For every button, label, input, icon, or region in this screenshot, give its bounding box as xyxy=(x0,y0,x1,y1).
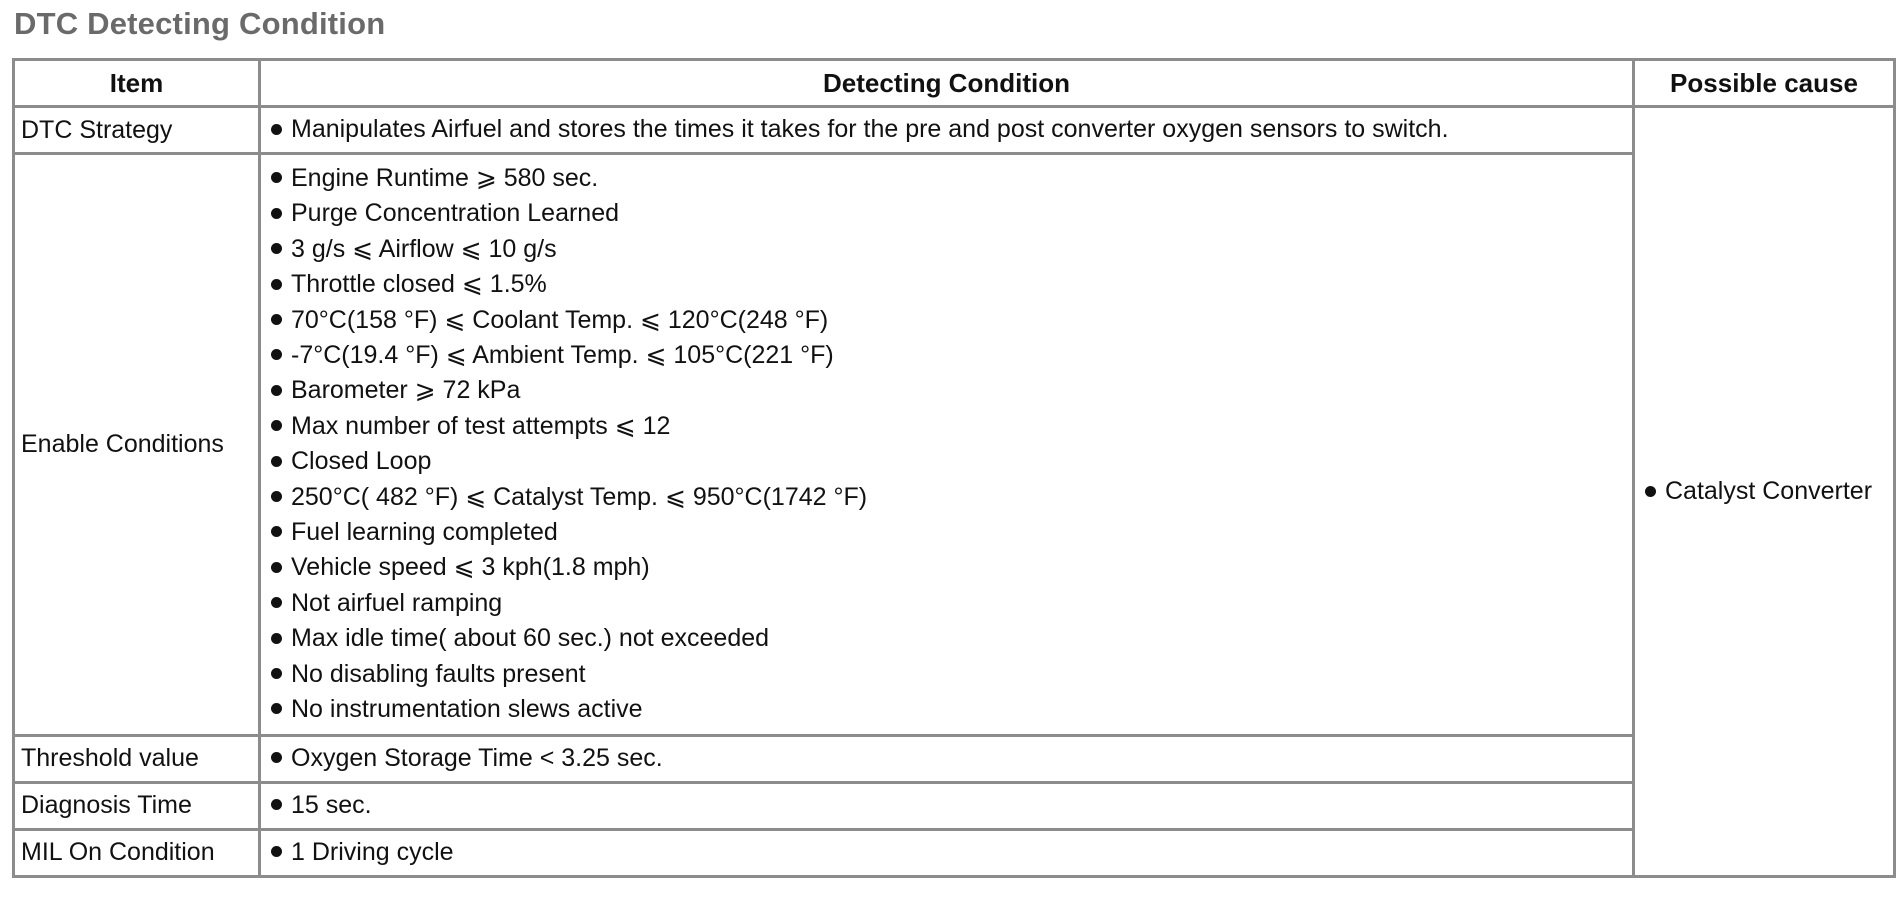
condition-item xyxy=(267,267,1626,302)
condition-text: Max idle time( about 60 sec.) not exceeded xyxy=(291,624,770,653)
bullet-icon xyxy=(271,526,282,537)
condition-text: Vehicle speed ⩽ 3 kph(1.8 mph) xyxy=(291,553,650,582)
condition-text: Engine Runtime ⩾ 580 sec. xyxy=(291,164,599,192)
condition-item xyxy=(267,373,1626,408)
table-row-diagnosis-time xyxy=(14,782,1895,829)
cause-item xyxy=(1641,469,1887,513)
condition-text: 1 Driving cycle xyxy=(291,837,454,866)
cause-text: Catalyst Converter xyxy=(1665,477,1873,506)
bullet-icon xyxy=(271,385,282,396)
item-cell: Threshold value xyxy=(14,735,260,782)
table-header-row xyxy=(14,60,1895,107)
bullet-icon xyxy=(271,597,282,608)
item-cell: DTC Strategy xyxy=(14,107,260,154)
condition-item xyxy=(267,232,1626,267)
condition-text: Purge Concentration Learned xyxy=(291,199,620,228)
condition-text: Closed Loop xyxy=(291,447,432,476)
bullet-icon xyxy=(271,562,282,573)
condition-item xyxy=(267,112,1626,147)
condition-cell xyxy=(260,782,1634,829)
condition-item xyxy=(267,444,1626,479)
condition-text: Max number of test attempts ⩽ 12 xyxy=(291,411,671,440)
bullet-icon xyxy=(271,703,282,714)
bullet-icon xyxy=(1645,486,1656,497)
condition-list xyxy=(267,788,1626,823)
condition-item xyxy=(267,835,1626,870)
condition-item xyxy=(267,621,1626,656)
bullet-icon xyxy=(271,668,282,679)
condition-text: No disabling faults present xyxy=(291,659,586,688)
bullet-icon xyxy=(271,243,282,254)
condition-item xyxy=(267,550,1626,585)
condition-item xyxy=(267,788,1626,823)
condition-list xyxy=(267,835,1626,870)
header-item: Item xyxy=(14,60,260,107)
bullet-icon xyxy=(271,456,282,467)
condition-text: Fuel learning completed xyxy=(291,518,558,547)
condition-text: Manipulates Airfuel and stores the times it takes for the pre and post converter oxygen sensors to switch. xyxy=(291,115,1449,144)
condition-item xyxy=(267,161,1626,196)
table-row-enable-conditions xyxy=(14,154,1895,736)
condition-item xyxy=(267,409,1626,444)
condition-text: 15 sec. xyxy=(291,790,372,819)
condition-cell xyxy=(260,829,1634,876)
condition-list xyxy=(267,161,1626,728)
condition-list xyxy=(267,741,1626,776)
condition-item xyxy=(267,196,1626,231)
table-row-threshold-value xyxy=(14,735,1895,782)
bullet-icon xyxy=(271,172,282,183)
condition-item xyxy=(267,480,1626,515)
possible-cause-cell xyxy=(1634,107,1895,877)
condition-item xyxy=(267,741,1626,776)
header-detecting-condition: Detecting Condition xyxy=(260,60,1634,107)
condition-text: No instrumentation slews active xyxy=(291,695,643,724)
condition-list xyxy=(267,112,1626,147)
page-title: DTC Detecting Condition xyxy=(14,6,386,41)
condition-text: Oxygen Storage Time < 3.25 sec. xyxy=(291,743,663,772)
condition-item xyxy=(267,586,1626,621)
condition-cell xyxy=(260,154,1634,736)
header-possible-cause: Possible cause xyxy=(1634,60,1895,107)
item-cell: MIL On Condition xyxy=(14,829,260,876)
condition-item xyxy=(267,692,1626,727)
table-row-mil-on-condition xyxy=(14,829,1895,876)
bullet-icon xyxy=(271,349,282,360)
item-cell: Diagnosis Time xyxy=(14,782,260,829)
table-row-dtc-strategy xyxy=(14,107,1895,154)
bullet-icon xyxy=(271,846,282,857)
bullet-icon xyxy=(271,124,282,135)
condition-item xyxy=(267,338,1626,373)
condition-item xyxy=(267,515,1626,550)
bullet-icon xyxy=(271,420,282,431)
condition-item xyxy=(267,303,1626,338)
condition-text: 250°C( 482 °F) ⩽ Catalyst Temp. ⩽ 950°C(1742 °F) xyxy=(291,482,868,511)
condition-text: Barometer ⩾ 72 kPa xyxy=(291,376,521,405)
bullet-icon xyxy=(271,752,282,763)
bullet-icon xyxy=(271,208,282,219)
condition-text: 3 g/s ⩽ Airflow ⩽ 10 g/s xyxy=(291,234,557,263)
condition-cell xyxy=(260,735,1634,782)
condition-text: Throttle closed ⩽ 1.5% xyxy=(291,270,547,299)
item-cell: Enable Conditions xyxy=(14,154,260,736)
condition-text: Not airfuel ramping xyxy=(291,588,503,617)
bullet-icon xyxy=(271,633,282,644)
condition-cell xyxy=(260,107,1634,154)
bullet-icon xyxy=(271,799,282,810)
condition-text: -7°C(19.4 °F) ⩽ Ambient Temp. ⩽ 105°C(221 °F) xyxy=(291,341,834,370)
condition-item xyxy=(267,657,1626,692)
bullet-icon xyxy=(271,279,282,290)
bullet-icon xyxy=(271,314,282,325)
dtc-condition-table xyxy=(12,58,1896,878)
condition-text: 70°C(158 °F) ⩽ Coolant Temp. ⩽ 120°C(248 °F) xyxy=(291,305,829,334)
bullet-icon xyxy=(271,491,282,502)
